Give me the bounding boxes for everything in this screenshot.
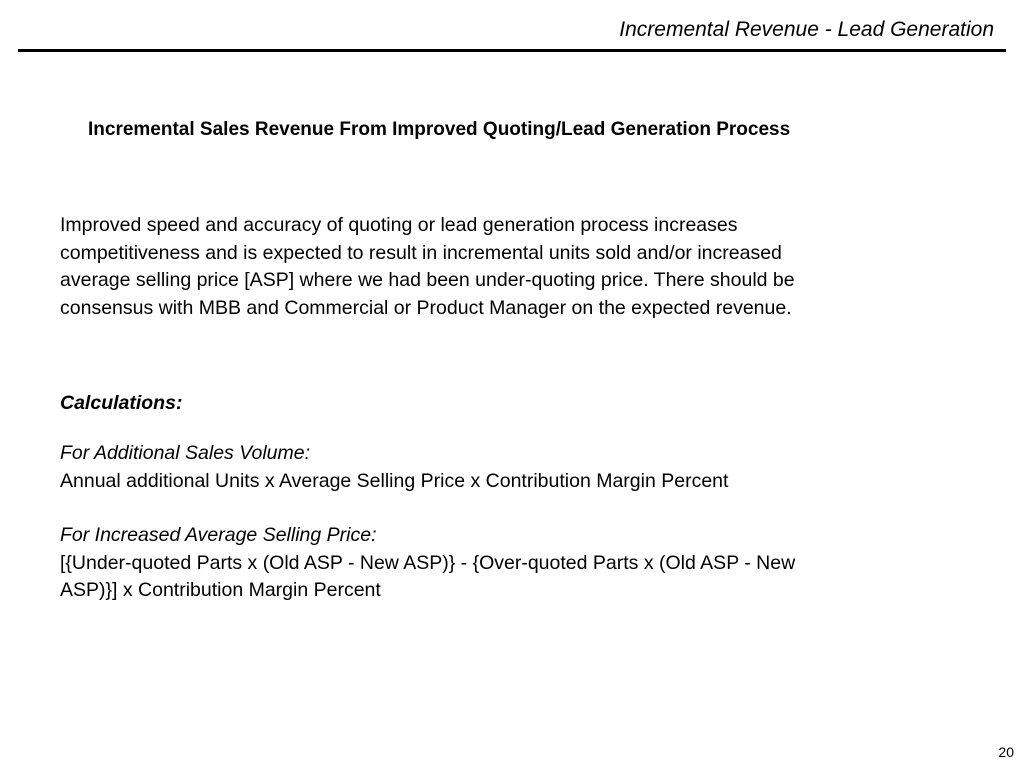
increased-asp-formula-line: [{Under-quoted Parts x (Old ASP - New ASP)} - {Over-quoted Parts x (Old ASP - New	[60, 551, 796, 574]
increased-asp-formula-line: ASP)}] x Contribution Margin Percent	[60, 579, 381, 601]
additional-volume-formula: Annual additional Units x Average Selling Price x Contribution Margin Percent	[60, 469, 729, 492]
additional-volume-block	[60, 440, 728, 495]
intro-line: competitiveness and is expected to result in incremental units sold and/or increased	[60, 241, 782, 264]
calculations-heading: Calculations:	[60, 392, 183, 414]
header-divider	[18, 49, 1006, 52]
additional-volume-label: For Additional Sales Volume:	[60, 442, 311, 464]
increased-asp-block	[60, 522, 795, 605]
intro-line: consensus with MBB and Commercial or Product Manager on the expected revenue.	[60, 296, 792, 319]
intro-paragraph	[60, 212, 960, 322]
intro-line: Improved speed and accuracy of quoting or lead generation process increases	[60, 214, 738, 236]
page-number: 20	[998, 744, 1014, 760]
header-title: Incremental Revenue - Lead Generation	[619, 18, 994, 41]
increased-asp-label: For Increased Average Selling Price:	[60, 524, 377, 546]
intro-line: average selling price [ASP] where we had been under-quoting price. There should be	[60, 269, 795, 291]
slide-heading: Incremental Sales Revenue From Improved Quoting/Lead Generation Process	[88, 119, 791, 140]
